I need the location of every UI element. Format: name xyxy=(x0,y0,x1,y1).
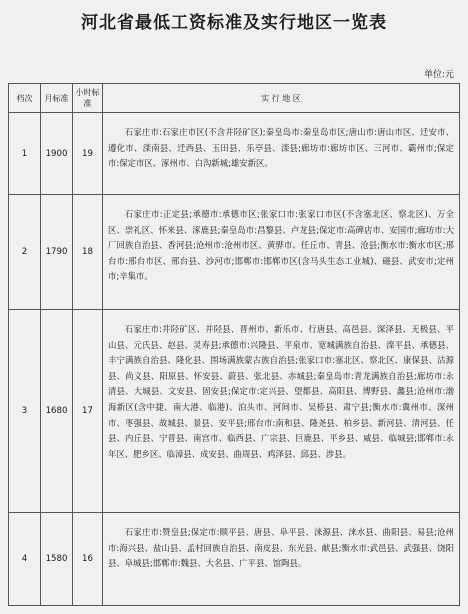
cell-monthly: 1580 xyxy=(41,513,73,606)
header-grade: 档次 xyxy=(9,84,41,113)
cell-areas xyxy=(103,513,460,606)
table-header-row xyxy=(9,84,460,113)
page-title: 河北省最低工资标准及实行地区一览表 xyxy=(81,13,387,33)
table-row xyxy=(9,113,460,195)
areas-text: 石家庄市:赞皇县;保定市:顺平县、唐县、阜平县、涞源县、涞水县、曲阳县、易县;沧州市:海兴县、盐山县、孟村回族自治县、南皮县、东光县、献县;衡水市:武邑县、武强县、饶阳县、阜城县;邯郸市:魏县、大名县、广平县、馆陶县。 xyxy=(108,527,454,569)
cell-grade: 3 xyxy=(9,310,41,513)
cell-hourly: 17 xyxy=(73,310,103,513)
cell-areas xyxy=(103,310,460,513)
cell-grade: 4 xyxy=(9,513,41,606)
table-row xyxy=(9,310,460,513)
areas-text: 石家庄市:石家庄市区(不含井陉矿区);秦皇岛市:秦皇岛市区;唐山市:唐山市区、迁安市、遵化市、滦南县、迁西县、玉田县、乐亭县、滦县;廊坊市:廊坊市区、三河市、霸州市;保定市:保定市区、涿州市、白沟新城;雄安新区。 xyxy=(108,127,454,169)
unit-label: 单位:元 xyxy=(423,70,454,80)
areas-text: 石家庄市:正定县;承德市:承德市区;张家口市:张家口市区(不含塞北区、察北区)、万全区、崇礼区、怀来县、涿鹿县;秦皇岛市:昌黎县、卢龙县;保定市:高碑店市、安国市;廊坊市:大厂回族自治县、香河县;沧州市:沧州市区、黄骅市、任丘市、青县、沧县;衡水市:衡水市区;邢台市:邢台市区、邢台县、沙河市;邯郸市:邯郸市区(含马头生态工业城)、磁县、武安市;定州市;辛集市。 xyxy=(108,209,454,282)
wage-table xyxy=(8,83,460,606)
cell-monthly: 1680 xyxy=(41,310,73,513)
table-row xyxy=(9,195,460,310)
cell-grade: 1 xyxy=(9,113,41,195)
header-hourly: 小时标准 xyxy=(73,84,103,113)
table-row xyxy=(9,513,460,606)
cell-hourly: 18 xyxy=(73,195,103,310)
cell-areas xyxy=(103,195,460,310)
cell-hourly: 16 xyxy=(73,513,103,606)
areas-text: 石家庄市:井陉矿区、井陉县、晋州市、新乐市、行唐县、高邑县、深泽县、无极县、平山县、元氏县、赵县、灵寿县;承德市:兴隆县、平泉市、宽城满族自治县、滦平县、承德县、丰宁满族自治县、隆化县、围场满族蒙古族自治县;张家口市:塞北区、察北区、康保县、沽源县、尚义县、阳原县、怀安县、蔚县、张北县、赤城县;秦皇岛市:青龙满族自治县;廊坊市:永清县、大城县、文安县、固安县;保定市:定兴县、望都县、高阳县、博野县、蠡县;沧州市:渤海新区(含中捷、南大港、临港)、泊头市、河间市、吴桥县、肃宁县;衡水市:冀州市、深州市、枣强县、故城县、景县、安平县;邢台市:南和县、隆尧县、柏乡县、新河县、清河县、任县、内丘县、宁晋县、南宫市、临西县、广宗县、巨鹿县、平乡县、威县、临城县;邯郸市:永年区、肥乡区、临漳县、成安县、曲周县、鸡泽县、邱县、涉县。 xyxy=(108,324,454,459)
cell-areas xyxy=(103,113,460,195)
cell-hourly: 19 xyxy=(73,113,103,195)
cell-monthly: 1790 xyxy=(41,195,73,310)
header-monthly: 月标准 xyxy=(41,84,73,113)
cell-grade: 2 xyxy=(9,195,41,310)
header-areas: 实 行 地 区 xyxy=(103,84,460,113)
cell-monthly: 1900 xyxy=(41,113,73,195)
